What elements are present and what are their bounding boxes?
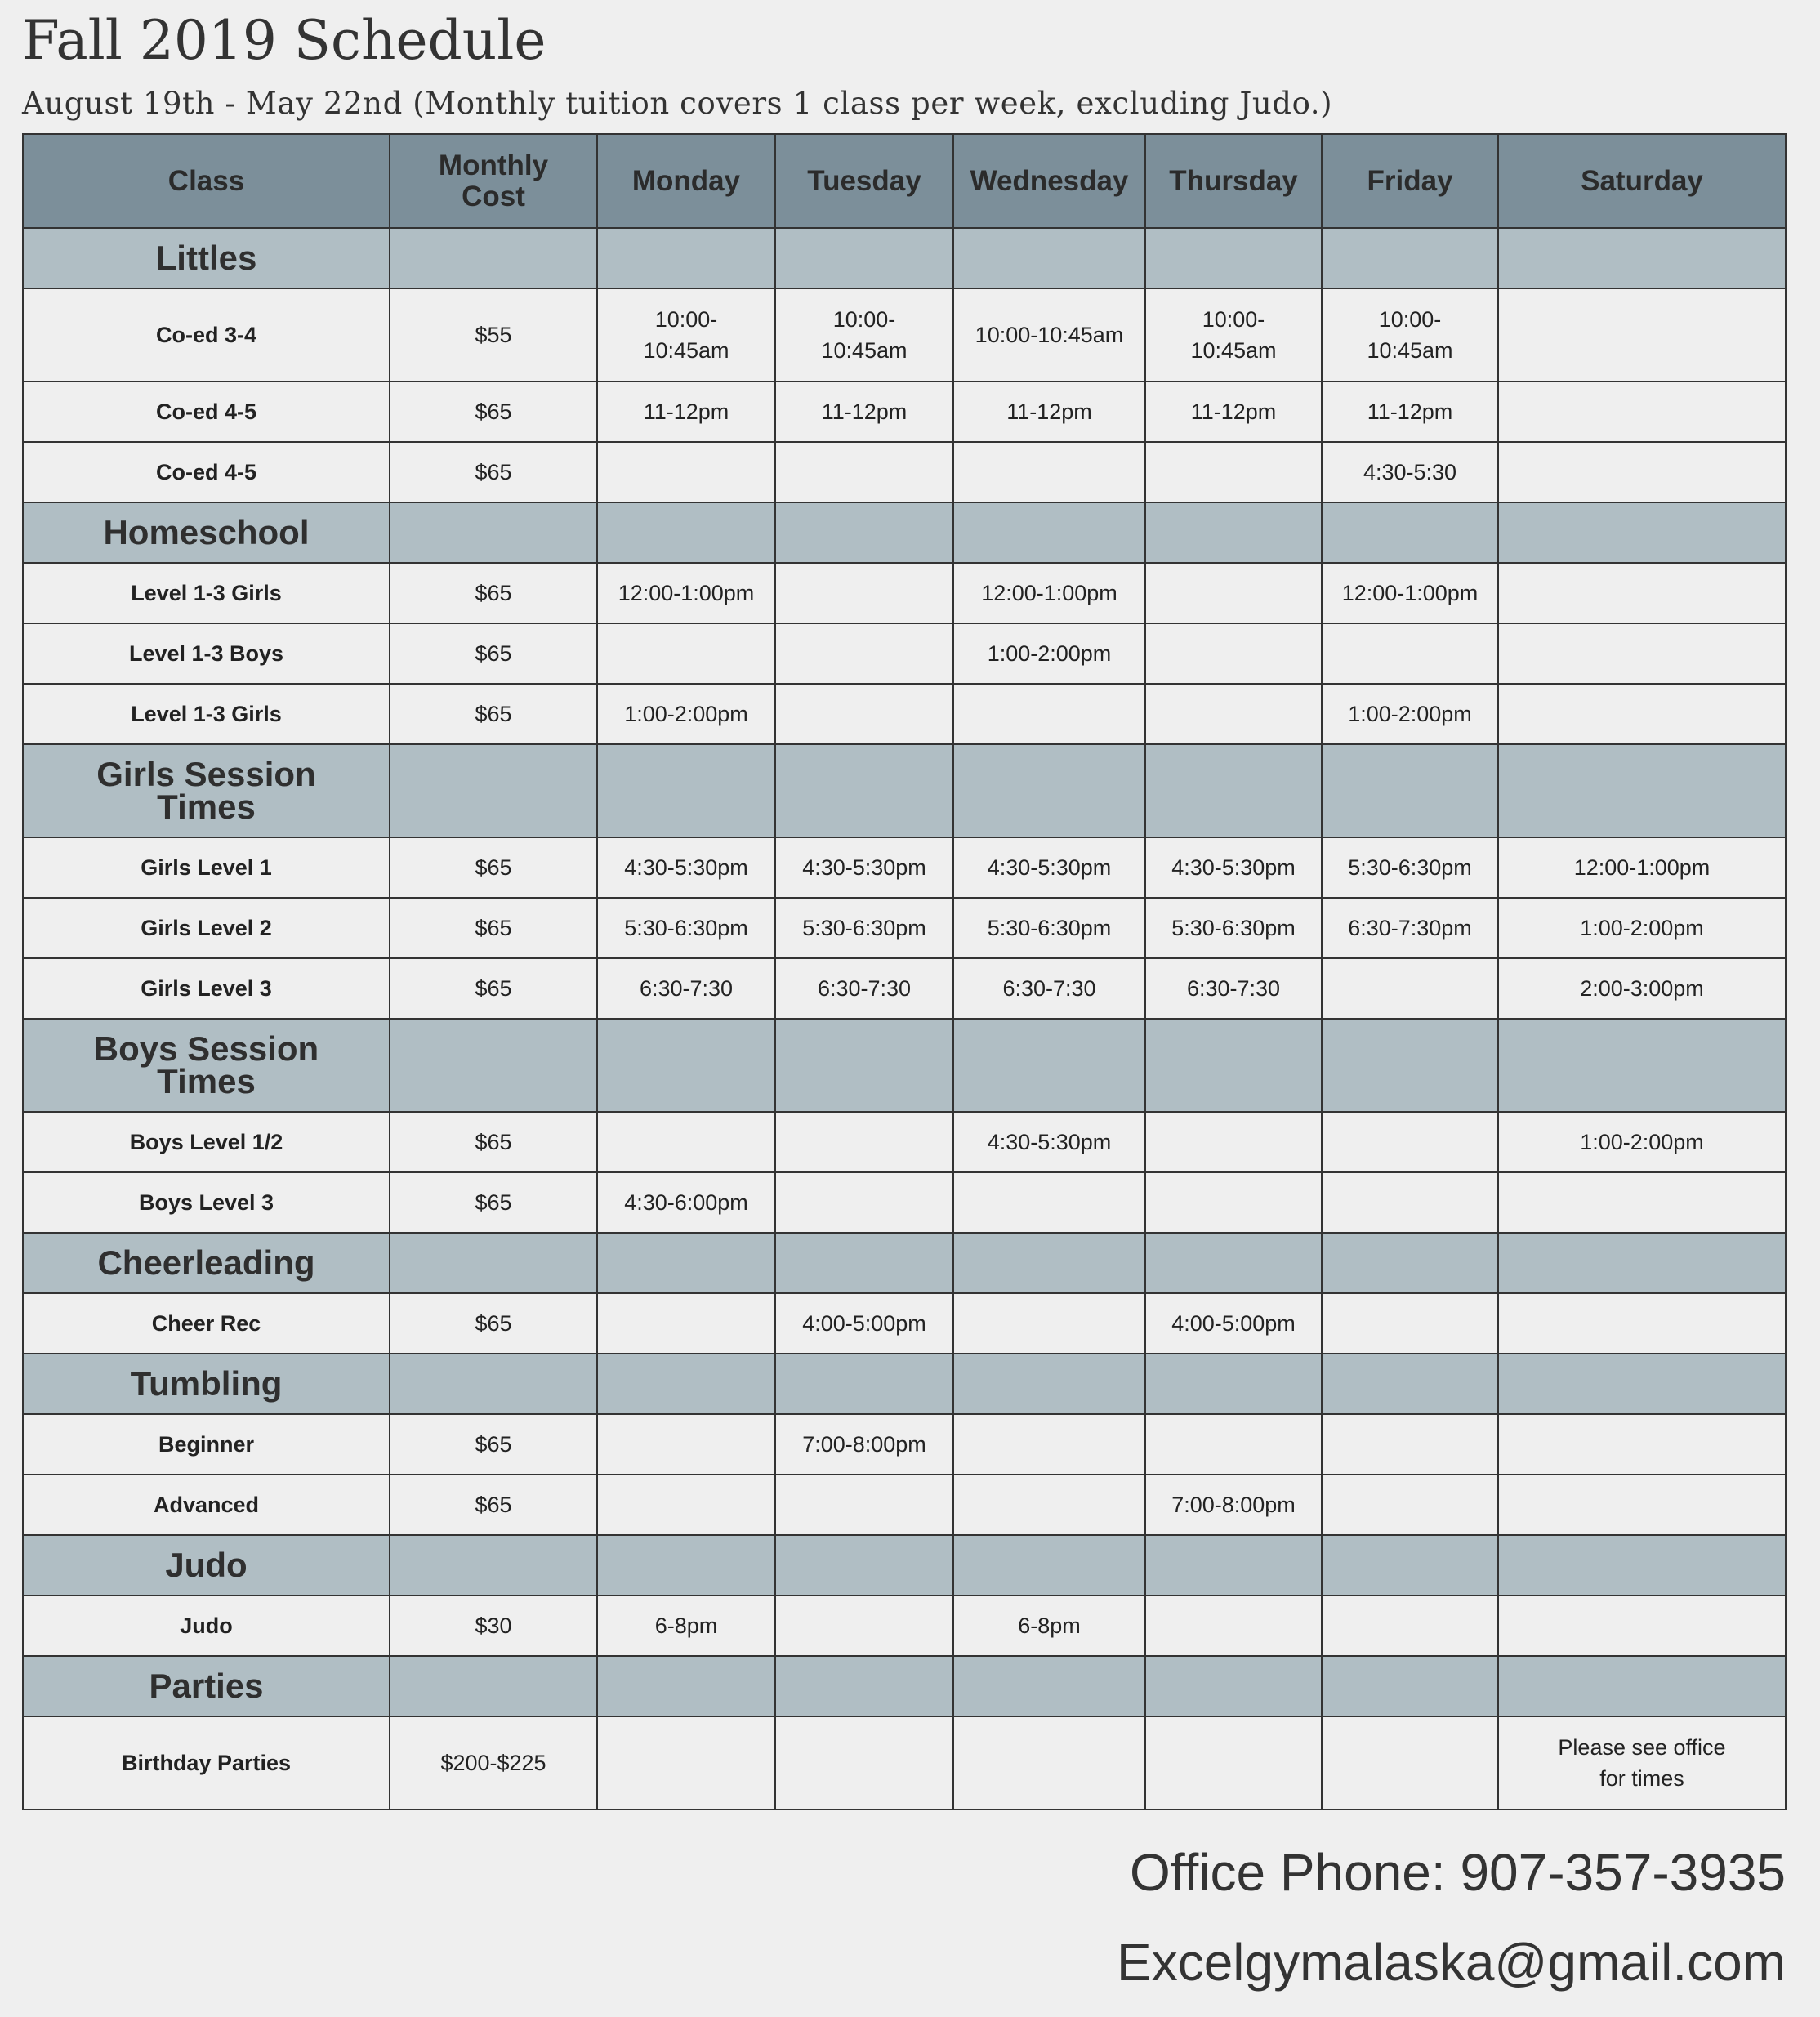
table-row: [23, 958, 1786, 1019]
section-empty-cell: [953, 502, 1145, 563]
friday-time-cell: [1322, 1595, 1498, 1656]
section-title: [23, 1019, 390, 1112]
table-row: [23, 1475, 1786, 1535]
section-title-text: Boys Session Times: [93, 1029, 319, 1100]
tuesday-time-cell: [775, 1112, 953, 1172]
page-title: Fall 2019 Schedule: [22, 9, 546, 72]
tuesday-time-text: 5:30-6:30pm: [802, 916, 926, 940]
section-title: [23, 744, 390, 837]
monthly-cost-cell: $65: [390, 898, 597, 958]
table-row: [23, 563, 1786, 623]
saturday-time-cell: [1498, 837, 1786, 898]
friday-time-cell: [1322, 898, 1498, 958]
monday-time-cell: [597, 837, 775, 898]
class-name-cell: Level 1-3 Boys: [23, 623, 390, 684]
wednesday-time-text: 5:30-6:30pm: [987, 916, 1112, 940]
friday-time-cell: [1322, 1414, 1498, 1475]
section-empty-cell: [1145, 1354, 1322, 1414]
saturday-time-cell: [1498, 958, 1786, 1019]
friday-time-cell: [1322, 1293, 1498, 1354]
table-row: [23, 898, 1786, 958]
thursday-time-cell: [1145, 1716, 1322, 1809]
wednesday-time-cell: [953, 837, 1145, 898]
monday-time-text: 6-8pm: [654, 1613, 718, 1638]
monday-time-cell: [597, 442, 775, 502]
monthly-cost-cell: $65: [390, 1475, 597, 1535]
class-name-cell: Judo: [23, 1595, 390, 1656]
table-row: [23, 1595, 1786, 1656]
saturday-time-text: 12:00-1:00pm: [1573, 855, 1711, 880]
thursday-time-cell: [1145, 442, 1322, 502]
saturday-time-cell: [1498, 1595, 1786, 1656]
section-empty-cell: [1498, 228, 1786, 288]
wednesday-time-cell: [953, 1595, 1145, 1656]
section-empty-cell: [390, 228, 597, 288]
class-name-cell: Birthday Parties: [23, 1716, 390, 1809]
column-header-monthly-cost: [390, 134, 597, 228]
table-row: [23, 684, 1786, 744]
column-header-class: Class: [23, 134, 390, 228]
friday-time-text: 12:00-1:00pm: [1341, 581, 1479, 605]
monday-time-text: 10:00-10:45am: [643, 307, 729, 363]
section-row: [23, 228, 1786, 288]
saturday-time-cell: [1498, 1293, 1786, 1354]
section-empty-cell: [1145, 744, 1322, 837]
section-empty-cell: [1498, 502, 1786, 563]
monday-time-cell: [597, 898, 775, 958]
tuesday-time-text: 4:00-5:00pm: [802, 1311, 926, 1336]
section-row: [23, 502, 1786, 563]
friday-time-text: 4:30-5:30: [1363, 460, 1457, 484]
section-empty-cell: [1498, 1535, 1786, 1595]
section-empty-cell: [597, 1535, 775, 1595]
tuesday-time-cell: [775, 288, 953, 382]
column-header-saturday: Saturday: [1498, 134, 1786, 228]
monthly-cost-cell: $65: [390, 382, 597, 442]
friday-time-cell: [1322, 1475, 1498, 1535]
section-empty-cell: [597, 502, 775, 563]
section-empty-cell: [1322, 1535, 1498, 1595]
tuesday-time-cell: [775, 623, 953, 684]
tuesday-time-cell: [775, 958, 953, 1019]
friday-time-text: 6:30-7:30pm: [1348, 916, 1472, 940]
column-header-friday: Friday: [1322, 134, 1498, 228]
section-empty-cell: [1322, 228, 1498, 288]
wednesday-time-text: 1:00-2:00pm: [987, 641, 1112, 666]
section-title: [23, 228, 390, 288]
thursday-time-text: 11-12pm: [1190, 399, 1277, 424]
section-title: [23, 1354, 390, 1414]
friday-time-cell: [1322, 382, 1498, 442]
wednesday-time-text: 12:00-1:00pm: [981, 581, 1117, 605]
table-header-row: [23, 134, 1786, 228]
section-empty-cell: [775, 1354, 953, 1414]
class-name-cell: Co-ed 4-5: [23, 382, 390, 442]
thursday-time-text: 6:30-7:30: [1186, 976, 1281, 1001]
tuesday-time-cell: [775, 563, 953, 623]
section-title: [23, 502, 390, 563]
section-row: [23, 1656, 1786, 1716]
tuesday-time-cell: [775, 1172, 953, 1233]
section-empty-cell: [953, 1354, 1145, 1414]
wednesday-time-cell: [953, 623, 1145, 684]
tuesday-time-cell: [775, 837, 953, 898]
wednesday-time-cell: [953, 958, 1145, 1019]
monthly-cost-cell: $65: [390, 442, 597, 502]
monday-time-cell: [597, 1112, 775, 1172]
thursday-time-cell: [1145, 1172, 1322, 1233]
section-empty-cell: [597, 1019, 775, 1112]
thursday-time-cell: [1145, 288, 1322, 382]
tuesday-time-cell: [775, 1414, 953, 1475]
section-empty-cell: [775, 1233, 953, 1293]
section-empty-cell: [775, 744, 953, 837]
wednesday-time-text: 6-8pm: [1018, 1613, 1081, 1638]
section-empty-cell: [390, 1019, 597, 1112]
section-empty-cell: [1322, 744, 1498, 837]
saturday-time-text: Please see office for times: [1558, 1735, 1726, 1791]
section-row: [23, 1354, 1786, 1414]
monday-time-cell: [597, 1595, 775, 1656]
tuesday-time-text: 11-12pm: [821, 399, 908, 424]
section-empty-cell: [390, 1535, 597, 1595]
section-row: [23, 1233, 1786, 1293]
wednesday-time-cell: [953, 898, 1145, 958]
monday-time-cell: [597, 382, 775, 442]
section-title-text: Littles: [155, 239, 257, 277]
friday-time-text: 11-12pm: [1367, 399, 1453, 424]
monthly-cost-cell: $65: [390, 684, 597, 744]
table-row: [23, 1716, 1786, 1809]
column-header-tuesday: Tuesday: [775, 134, 953, 228]
friday-time-cell: [1322, 623, 1498, 684]
thursday-time-cell: [1145, 898, 1322, 958]
section-empty-cell: [1145, 1019, 1322, 1112]
monday-time-cell: [597, 1293, 775, 1354]
section-empty-cell: [1498, 1019, 1786, 1112]
saturday-time-cell: [1498, 898, 1786, 958]
table-row: [23, 382, 1786, 442]
tuesday-time-cell: [775, 442, 953, 502]
thursday-time-cell: [1145, 684, 1322, 744]
monday-time-cell: [597, 1475, 775, 1535]
schedule-table: [22, 133, 1787, 1810]
saturday-time-cell: [1498, 1716, 1786, 1809]
section-empty-cell: [1322, 1656, 1498, 1716]
section-empty-cell: [953, 1019, 1145, 1112]
thursday-time-cell: [1145, 1475, 1322, 1535]
friday-time-cell: [1322, 1112, 1498, 1172]
monday-time-cell: [597, 288, 775, 382]
section-empty-cell: [953, 744, 1145, 837]
section-empty-cell: [1498, 1656, 1786, 1716]
table-row: [23, 1172, 1786, 1233]
class-name-cell: Advanced: [23, 1475, 390, 1535]
section-title: [23, 1233, 390, 1293]
friday-time-cell: [1322, 442, 1498, 502]
monthly-cost-cell: $65: [390, 1112, 597, 1172]
saturday-time-text: 1:00-2:00pm: [1580, 916, 1704, 940]
class-name-cell: Girls Level 2: [23, 898, 390, 958]
monday-time-cell: [597, 958, 775, 1019]
monthly-cost-cell: $65: [390, 958, 597, 1019]
monday-time-cell: [597, 1716, 775, 1809]
friday-time-cell: [1322, 958, 1498, 1019]
class-name-cell: Boys Level 1/2: [23, 1112, 390, 1172]
section-empty-cell: [775, 1019, 953, 1112]
section-empty-cell: [390, 1233, 597, 1293]
section-empty-cell: [597, 1233, 775, 1293]
wednesday-time-cell: [953, 1112, 1145, 1172]
tuesday-time-cell: [775, 1716, 953, 1809]
friday-time-cell: [1322, 1716, 1498, 1809]
section-empty-cell: [1322, 1019, 1498, 1112]
column-header-thursday: Thursday: [1145, 134, 1322, 228]
friday-time-text: 5:30-6:30pm: [1348, 855, 1472, 880]
section-empty-cell: [953, 228, 1145, 288]
section-empty-cell: [775, 502, 953, 563]
section-empty-cell: [1145, 502, 1322, 563]
wednesday-time-cell: [953, 1716, 1145, 1809]
tuesday-time-text: 10:00-10:45am: [821, 307, 908, 363]
monthly-cost-cell: $65: [390, 837, 597, 898]
saturday-time-cell: [1498, 1414, 1786, 1475]
class-name-cell: Boys Level 3: [23, 1172, 390, 1233]
wednesday-time-cell: [953, 288, 1145, 382]
table-row: [23, 288, 1786, 382]
saturday-time-cell: [1498, 684, 1786, 744]
section-title-text: Parties: [149, 1667, 264, 1705]
wednesday-time-cell: [953, 1172, 1145, 1233]
schedule-body: [23, 228, 1786, 1809]
wednesday-time-text: 4:30-5:30pm: [987, 855, 1112, 880]
monthly-cost-cell: $65: [390, 1414, 597, 1475]
wednesday-time-cell: [953, 382, 1145, 442]
tuesday-time-text: 7:00-8:00pm: [802, 1432, 926, 1457]
saturday-time-cell: [1498, 382, 1786, 442]
thursday-time-cell: [1145, 623, 1322, 684]
class-name-cell: Co-ed 3-4: [23, 288, 390, 382]
thursday-time-text: 4:00-5:00pm: [1171, 1311, 1296, 1336]
saturday-time-text: 1:00-2:00pm: [1580, 1130, 1704, 1154]
wednesday-time-text: 11-12pm: [1006, 399, 1092, 424]
wednesday-time-cell: [953, 563, 1145, 623]
section-title-text: Girls Session Times: [96, 755, 316, 826]
monthly-cost-cell: $65: [390, 1293, 597, 1354]
friday-time-cell: [1322, 563, 1498, 623]
monday-time-text: 4:30-6:00pm: [624, 1190, 748, 1215]
table-row: [23, 1293, 1786, 1354]
friday-time-cell: [1322, 684, 1498, 744]
wednesday-time-text: 4:30-5:30pm: [987, 1130, 1112, 1154]
section-title-text: Homeschool: [103, 513, 310, 551]
tuesday-time-text: 4:30-5:30pm: [802, 855, 926, 880]
class-name-cell: Girls Level 3: [23, 958, 390, 1019]
saturday-time-cell: [1498, 1475, 1786, 1535]
thursday-time-cell: [1145, 1112, 1322, 1172]
section-title-text: Tumbling: [130, 1364, 283, 1403]
wednesday-time-cell: [953, 1475, 1145, 1535]
saturday-time-cell: [1498, 623, 1786, 684]
section-empty-cell: [1498, 744, 1786, 837]
section-title: [23, 1656, 390, 1716]
saturday-time-cell: [1498, 563, 1786, 623]
friday-time-text: 1:00-2:00pm: [1348, 702, 1472, 726]
column-header-monthly-cost-label: Monthly Cost: [438, 149, 549, 212]
section-empty-cell: [390, 1354, 597, 1414]
table-row: [23, 1414, 1786, 1475]
monday-time-text: 1:00-2:00pm: [624, 702, 748, 726]
section-empty-cell: [1322, 502, 1498, 563]
section-empty-cell: [953, 1233, 1145, 1293]
tuesday-time-cell: [775, 382, 953, 442]
section-empty-cell: [1145, 1656, 1322, 1716]
class-name-cell: Level 1-3 Girls: [23, 684, 390, 744]
friday-time-cell: [1322, 837, 1498, 898]
monday-time-text: 4:30-5:30pm: [624, 855, 748, 880]
class-name-cell: Beginner: [23, 1414, 390, 1475]
column-header-monday: Monday: [597, 134, 775, 228]
section-empty-cell: [1498, 1233, 1786, 1293]
tuesday-time-text: 6:30-7:30: [817, 976, 912, 1001]
wednesday-time-text: 10:00-10:45am: [975, 323, 1124, 347]
section-empty-cell: [775, 228, 953, 288]
section-empty-cell: [953, 1535, 1145, 1595]
thursday-time-cell: [1145, 958, 1322, 1019]
thursday-time-text: 7:00-8:00pm: [1171, 1493, 1296, 1517]
section-title-text: Judo: [165, 1546, 248, 1584]
tuesday-time-cell: [775, 1595, 953, 1656]
monthly-cost-cell: $65: [390, 563, 597, 623]
section-empty-cell: [775, 1535, 953, 1595]
wednesday-time-cell: [953, 442, 1145, 502]
column-header-wednesday: Wednesday: [953, 134, 1145, 228]
section-empty-cell: [390, 1656, 597, 1716]
office-phone: Office Phone: 907-357-3935: [1130, 1843, 1786, 1902]
section-empty-cell: [953, 1656, 1145, 1716]
section-empty-cell: [597, 1354, 775, 1414]
section-empty-cell: [597, 1656, 775, 1716]
class-name-cell: Girls Level 1: [23, 837, 390, 898]
monday-time-text: 11-12pm: [643, 399, 729, 424]
section-row: [23, 744, 1786, 837]
table-row: [23, 1112, 1786, 1172]
wednesday-time-cell: [953, 1293, 1145, 1354]
monday-time-text: 5:30-6:30pm: [624, 916, 748, 940]
tuesday-time-cell: [775, 898, 953, 958]
wednesday-time-cell: [953, 684, 1145, 744]
section-title: [23, 1535, 390, 1595]
monthly-cost-cell: $65: [390, 1172, 597, 1233]
thursday-time-cell: [1145, 837, 1322, 898]
tuesday-time-cell: [775, 1475, 953, 1535]
friday-time-cell: [1322, 1172, 1498, 1233]
class-name-cell: Cheer Rec: [23, 1293, 390, 1354]
saturday-time-cell: [1498, 1112, 1786, 1172]
thursday-time-cell: [1145, 1414, 1322, 1475]
wednesday-time-text: 6:30-7:30: [1002, 976, 1096, 1001]
monthly-cost-cell: $65: [390, 623, 597, 684]
saturday-time-cell: [1498, 288, 1786, 382]
wednesday-time-cell: [953, 1414, 1145, 1475]
table-row: [23, 442, 1786, 502]
tuesday-time-cell: [775, 684, 953, 744]
monday-time-text: 12:00-1:00pm: [618, 581, 755, 605]
contact-email[interactable]: Excelgymalaska@gmail.com: [1117, 1933, 1786, 1992]
section-row: [23, 1535, 1786, 1595]
page-subtitle: August 19th - May 22nd (Monthly tuition covers 1 class per week, excluding Judo.): [22, 86, 1333, 121]
monthly-cost-cell: $30: [390, 1595, 597, 1656]
section-row: [23, 1019, 1786, 1112]
section-title-text: Cheerleading: [97, 1243, 315, 1282]
monday-time-cell: [597, 623, 775, 684]
saturday-time-text: 2:00-3:00pm: [1580, 976, 1704, 1001]
section-empty-cell: [390, 744, 597, 837]
class-name-cell: Co-ed 4-5: [23, 442, 390, 502]
section-empty-cell: [1145, 1233, 1322, 1293]
thursday-time-cell: [1145, 1595, 1322, 1656]
thursday-time-text: 5:30-6:30pm: [1171, 916, 1296, 940]
thursday-time-cell: [1145, 1293, 1322, 1354]
section-empty-cell: [1322, 1233, 1498, 1293]
section-empty-cell: [775, 1656, 953, 1716]
section-empty-cell: [1498, 1354, 1786, 1414]
section-empty-cell: [597, 744, 775, 837]
section-empty-cell: [1322, 1354, 1498, 1414]
tuesday-time-cell: [775, 1293, 953, 1354]
friday-time-cell: [1322, 288, 1498, 382]
saturday-time-cell: [1498, 1172, 1786, 1233]
thursday-time-cell: [1145, 382, 1322, 442]
monday-time-cell: [597, 563, 775, 623]
thursday-time-cell: [1145, 563, 1322, 623]
monday-time-text: 6:30-7:30: [639, 976, 734, 1001]
thursday-time-text: 4:30-5:30pm: [1171, 855, 1296, 880]
section-empty-cell: [597, 228, 775, 288]
table-row: [23, 623, 1786, 684]
table-row: [23, 837, 1786, 898]
friday-time-text: 10:00-10:45am: [1367, 307, 1453, 363]
monday-time-cell: [597, 684, 775, 744]
thursday-time-text: 10:00-10:45am: [1190, 307, 1277, 363]
section-empty-cell: [390, 502, 597, 563]
monday-time-cell: [597, 1172, 775, 1233]
saturday-time-cell: [1498, 442, 1786, 502]
monthly-cost-cell: $55: [390, 288, 597, 382]
monday-time-cell: [597, 1414, 775, 1475]
section-empty-cell: [1145, 1535, 1322, 1595]
class-name-cell: Level 1-3 Girls: [23, 563, 390, 623]
monthly-cost-cell: $200-$225: [390, 1716, 597, 1809]
section-empty-cell: [1145, 228, 1322, 288]
